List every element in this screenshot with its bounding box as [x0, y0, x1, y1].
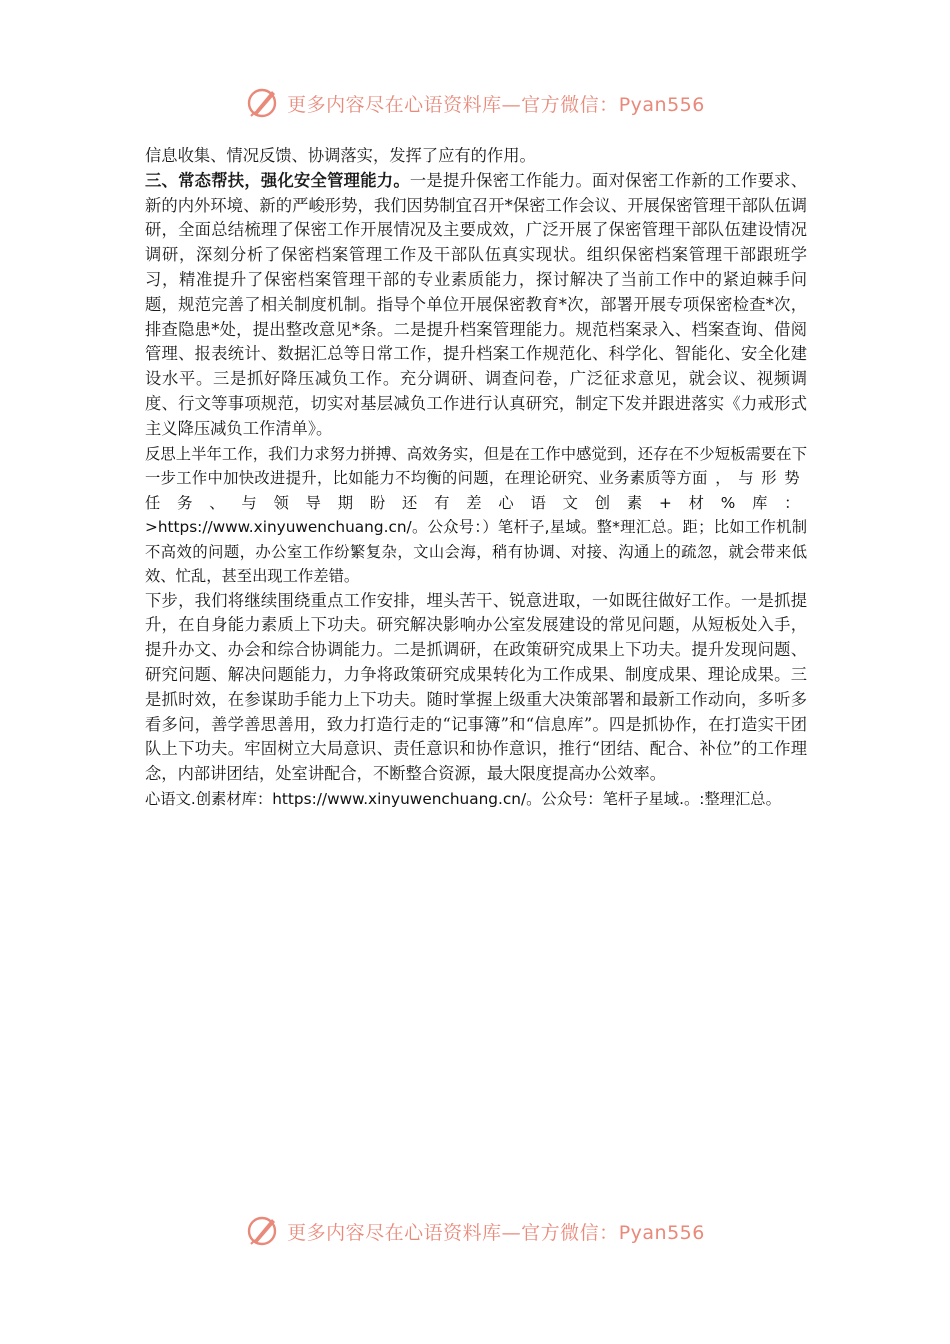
footer-watermark [0, 1211, 950, 1251]
watermark-text: 更多内容尽在心语资料库—官方微信：Pyan556 [287, 1221, 705, 1244]
paragraph-4: 下步，我们将继续围绕重点工作安排，埋头苦干、锐意进取，一如既往做好工作。一是抓提升，在自身能力素质上下功夫。研究解决影响办公室发展建设的常见问题，从短板处入手，提升办文、办会和综合协调能力。二是抓调研，在政策研究成果上下功夫。提升发现问题、研究问题、解决问题能力，力争将政策研究成果转化为工作成果、制度成果、理论成果。三是抓时效，在参谋助手能力上下功夫。随时掌握上级重大决策部署和最新工作动向，多听多看多问，善学善思善用，致力打造行走的“记事簿”和“信息库”。四是抓协作，在打造实干团队上下功夫。牢固树立大局意识、责任意识和协作意识，推行“团结、配合、补位”的工作理念，内部讲团结，处室讲配合，不断整合资源，最大限度提高办公效率。 [145, 590, 807, 784]
paragraph-2: 三、常态帮扶，强化安全管理能力。一是提升保密工作能力。面对保密工作新的工作要求、新的内外环境、新的严峻形势，我们因势制宜召开*保密工作会议、开展保密管理干部队伍调研，全面总结梳理了保密工作开展情况及主要成效，广泛开展了保密管理干部队伍建设情况调研，深刻分析了保密档案管理工作及干部队伍真实现状。组织保密档案管理干部跟班学习，精准提升了保密档案管理干部的专业素质能力，探讨解决了当前工作中的紧迫棘手问题，规范完善了相关制度机制。指导个单位开展保密教育*次，部署开展专项保密检查*次，排查隐患*处，提出整改意见*条。二是提升档案管理能力。规范档案录入、档案查询、借阅管理、报表统计、数据汇总等日常工作，提升档案工作规范化、科学化、智能化、安全化建设水平。三是抓好降压减负工作。充分调研、调查问卷，广泛征求意见，就会议、视频调度、行文等事项规范，切实对基层减负工作进行认真研究，制定下发并跟进落实《力戒形式主义降压减负工作清单》。 [145, 170, 807, 438]
watermark-text: 更多内容尽在心语资料库—官方微信：Pyan556 [287, 93, 705, 116]
paragraph-1: 信息收集、情况反馈、协调落实，发挥了应有的作用。 [145, 146, 536, 165]
section-heading: 三、常态帮扶，强化安全管理能力。 [145, 170, 410, 190]
paragraph-3: 反思上半年工作，我们力求努力拼搏、高效务实，但是在工作中感觉到，还存在不少短板需要在下一步工作中加快改进提升，比如能力不均衡的问题，在理论研究、业务素质等方面，与形势任务、与领导期盼还有差心语文创素+材%库：>https://www.xinyuwenchuang.cn/。公众号：）笔杆子,星域。整*理汇总。距；比如工作机制不高效的问题，办公室工作纷繁复杂，文山会海，稍有协调、对接、沟通上的疏忽，就会带来低效、忙乱，甚至出现工作差错。 [145, 444, 807, 586]
header-watermark [0, 83, 950, 123]
document-body [145, 144, 807, 811]
quill-pen-circle-icon [245, 1213, 281, 1249]
quill-pen-circle-icon [245, 85, 281, 121]
paragraph-5: 心语文.创素材库：https://www.xinyuwenchuang.cn/。公众号：笔杆子星域.。:整理汇总。 [145, 789, 781, 808]
